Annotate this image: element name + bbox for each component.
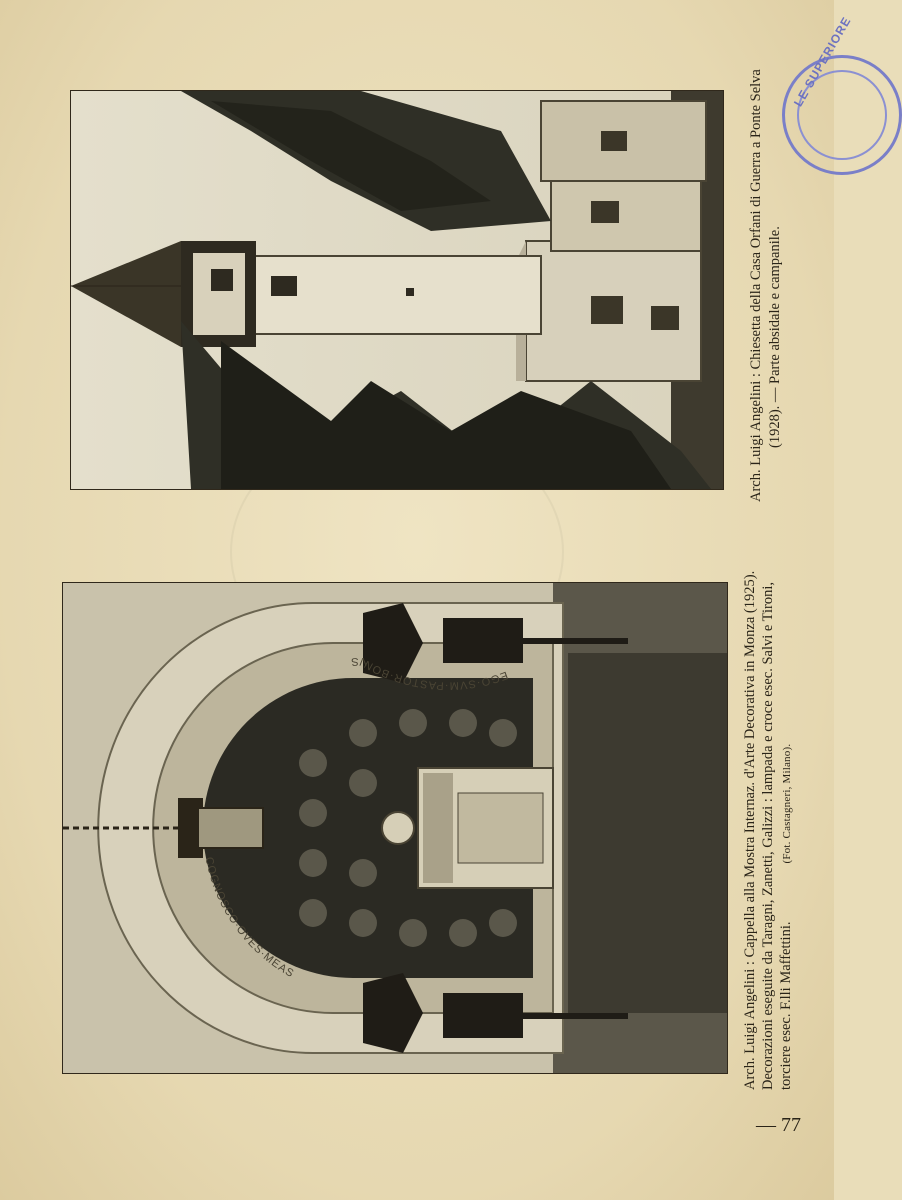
- chapel-interior-photo: [62, 582, 728, 1074]
- bottom-photo-caption-line-3-text: torciere esec. F.lli Maffettini.: [778, 921, 794, 1090]
- page-number: — 77: [756, 1114, 801, 1136]
- apse-inscription-left: EGO·SVM·PASTOR·BONVS: [349, 654, 510, 692]
- bottom-photo-caption-line-1: Arch. Luigi Angelini : Cappella alla Mostra Internaz. d'Arte Decorativa in Monza (1925).: [742, 570, 758, 1090]
- bell-tower-photo: [70, 90, 724, 490]
- apse-inscription-right: COGNOSCO·OVES·MEAS: [202, 856, 297, 981]
- library-stamp-text: LE SUPERIORE: [791, 14, 854, 109]
- bottom-photo-caption-line-2: Decorazioni eseguite da Taragni, Zanetti, Galizzi : lampada e croce esec. Salvi e Tironi,: [760, 581, 776, 1090]
- top-photo-caption-line-1: Arch. Luigi Angelini : Chiesetta della Casa Orfani di Guerra a Ponte Selva: [748, 69, 764, 502]
- library-stamp: [782, 14, 902, 175]
- bottom-photo-caption-line-3: [778, 744, 795, 1090]
- chapel-building: [516, 101, 706, 381]
- top-photo-caption-line-2: (1928). — Parte absidale e campanile.: [767, 226, 783, 448]
- photo-credit: (Fot. Castagneri, Milano).: [781, 743, 793, 864]
